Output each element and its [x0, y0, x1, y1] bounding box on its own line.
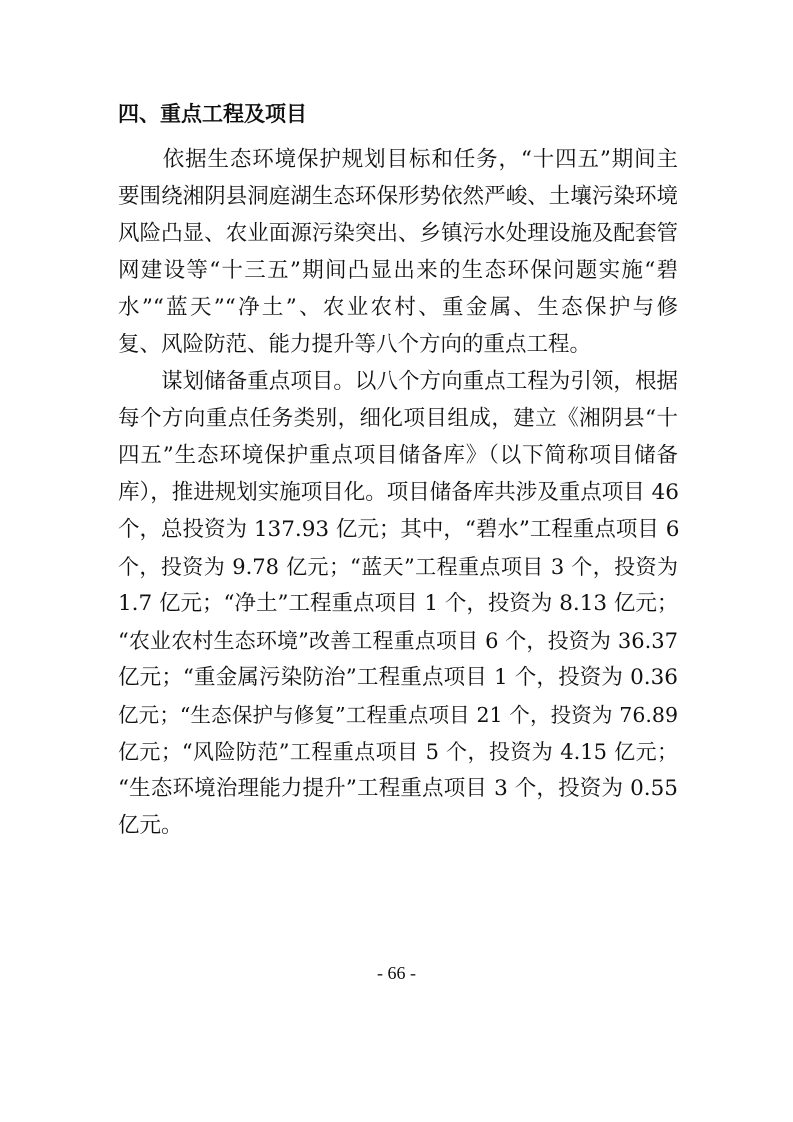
- paragraph-2-line: 1.7 亿元；“净土”工程重点项目 1 个，投资为 8.13 亿元；: [118, 591, 679, 616]
- paragraph-2-line: “农业农村生态环境”改善工程重点项目 6 个，投资为 36.37: [118, 629, 678, 653]
- section-heading: 四、重点工程及项目: [118, 102, 307, 126]
- paragraph-2-line: 亿元；“重金属污染防治”工程重点项目 1 个，投资为 0.36: [118, 665, 678, 690]
- paragraph-2-line: 亿元；“风险防范”工程重点项目 5 个，投资为 4.15 亿元；: [118, 740, 678, 764]
- paragraph-2-line: “生态环境治理能力提升”工程重点项目 3 个，投资为 0.55: [118, 776, 678, 801]
- paragraph-2-line: 四五”生态环境保护重点项目储备库》（以下简称项目储备: [118, 443, 678, 468]
- paragraph-2-line: 库），推进规划实施项目化。项目储备库共涉及重点项目 46: [118, 480, 679, 505]
- paragraph-1-line: 复、风险防范、能力提升等八个方向的重点工程。: [118, 332, 592, 357]
- paragraph-2-line: 亿元。: [118, 813, 183, 838]
- paragraph-1-line: 依据生态环境保护规划目标和任务，“十四五”期间主: [118, 147, 678, 172]
- paragraph-2-line: 个，总投资为 137.93 亿元；其中，“碧水”工程重点项目 6: [118, 517, 680, 542]
- paragraph-2-line: 亿元；“生态保护与修复”工程重点项目 21 个，投资为 76.89: [118, 703, 678, 727]
- paragraph-1-line: 水”“蓝天”“净土”、农业农村、重金属、生态保护与修: [118, 295, 678, 320]
- paragraph-1-line: 要围绕湘阴县洞庭湖生态环保形势依然严峻、土壤污染环境: [118, 184, 678, 209]
- page-number: - 66 -: [377, 963, 416, 983]
- paragraph-2-line: 每个方向重点任务类别，细化项目组成，建立《湘阴县“十: [118, 406, 678, 431]
- paragraph-1-line: 网建设等“十三五”期间凸显出来的生态环保问题实施“碧: [118, 258, 678, 283]
- paragraph-2-line: 谋划储备重点项目。以八个方向重点工程为引领，根据: [118, 369, 678, 394]
- paragraph-2-line: 个，投资为 9.78 亿元；“蓝天”工程重点项目 3 个，投资为: [118, 555, 678, 579]
- paragraph-1-line: 风险凸显、农业面源污染突出、乡镇污水处理设施及配套管: [118, 221, 678, 246]
